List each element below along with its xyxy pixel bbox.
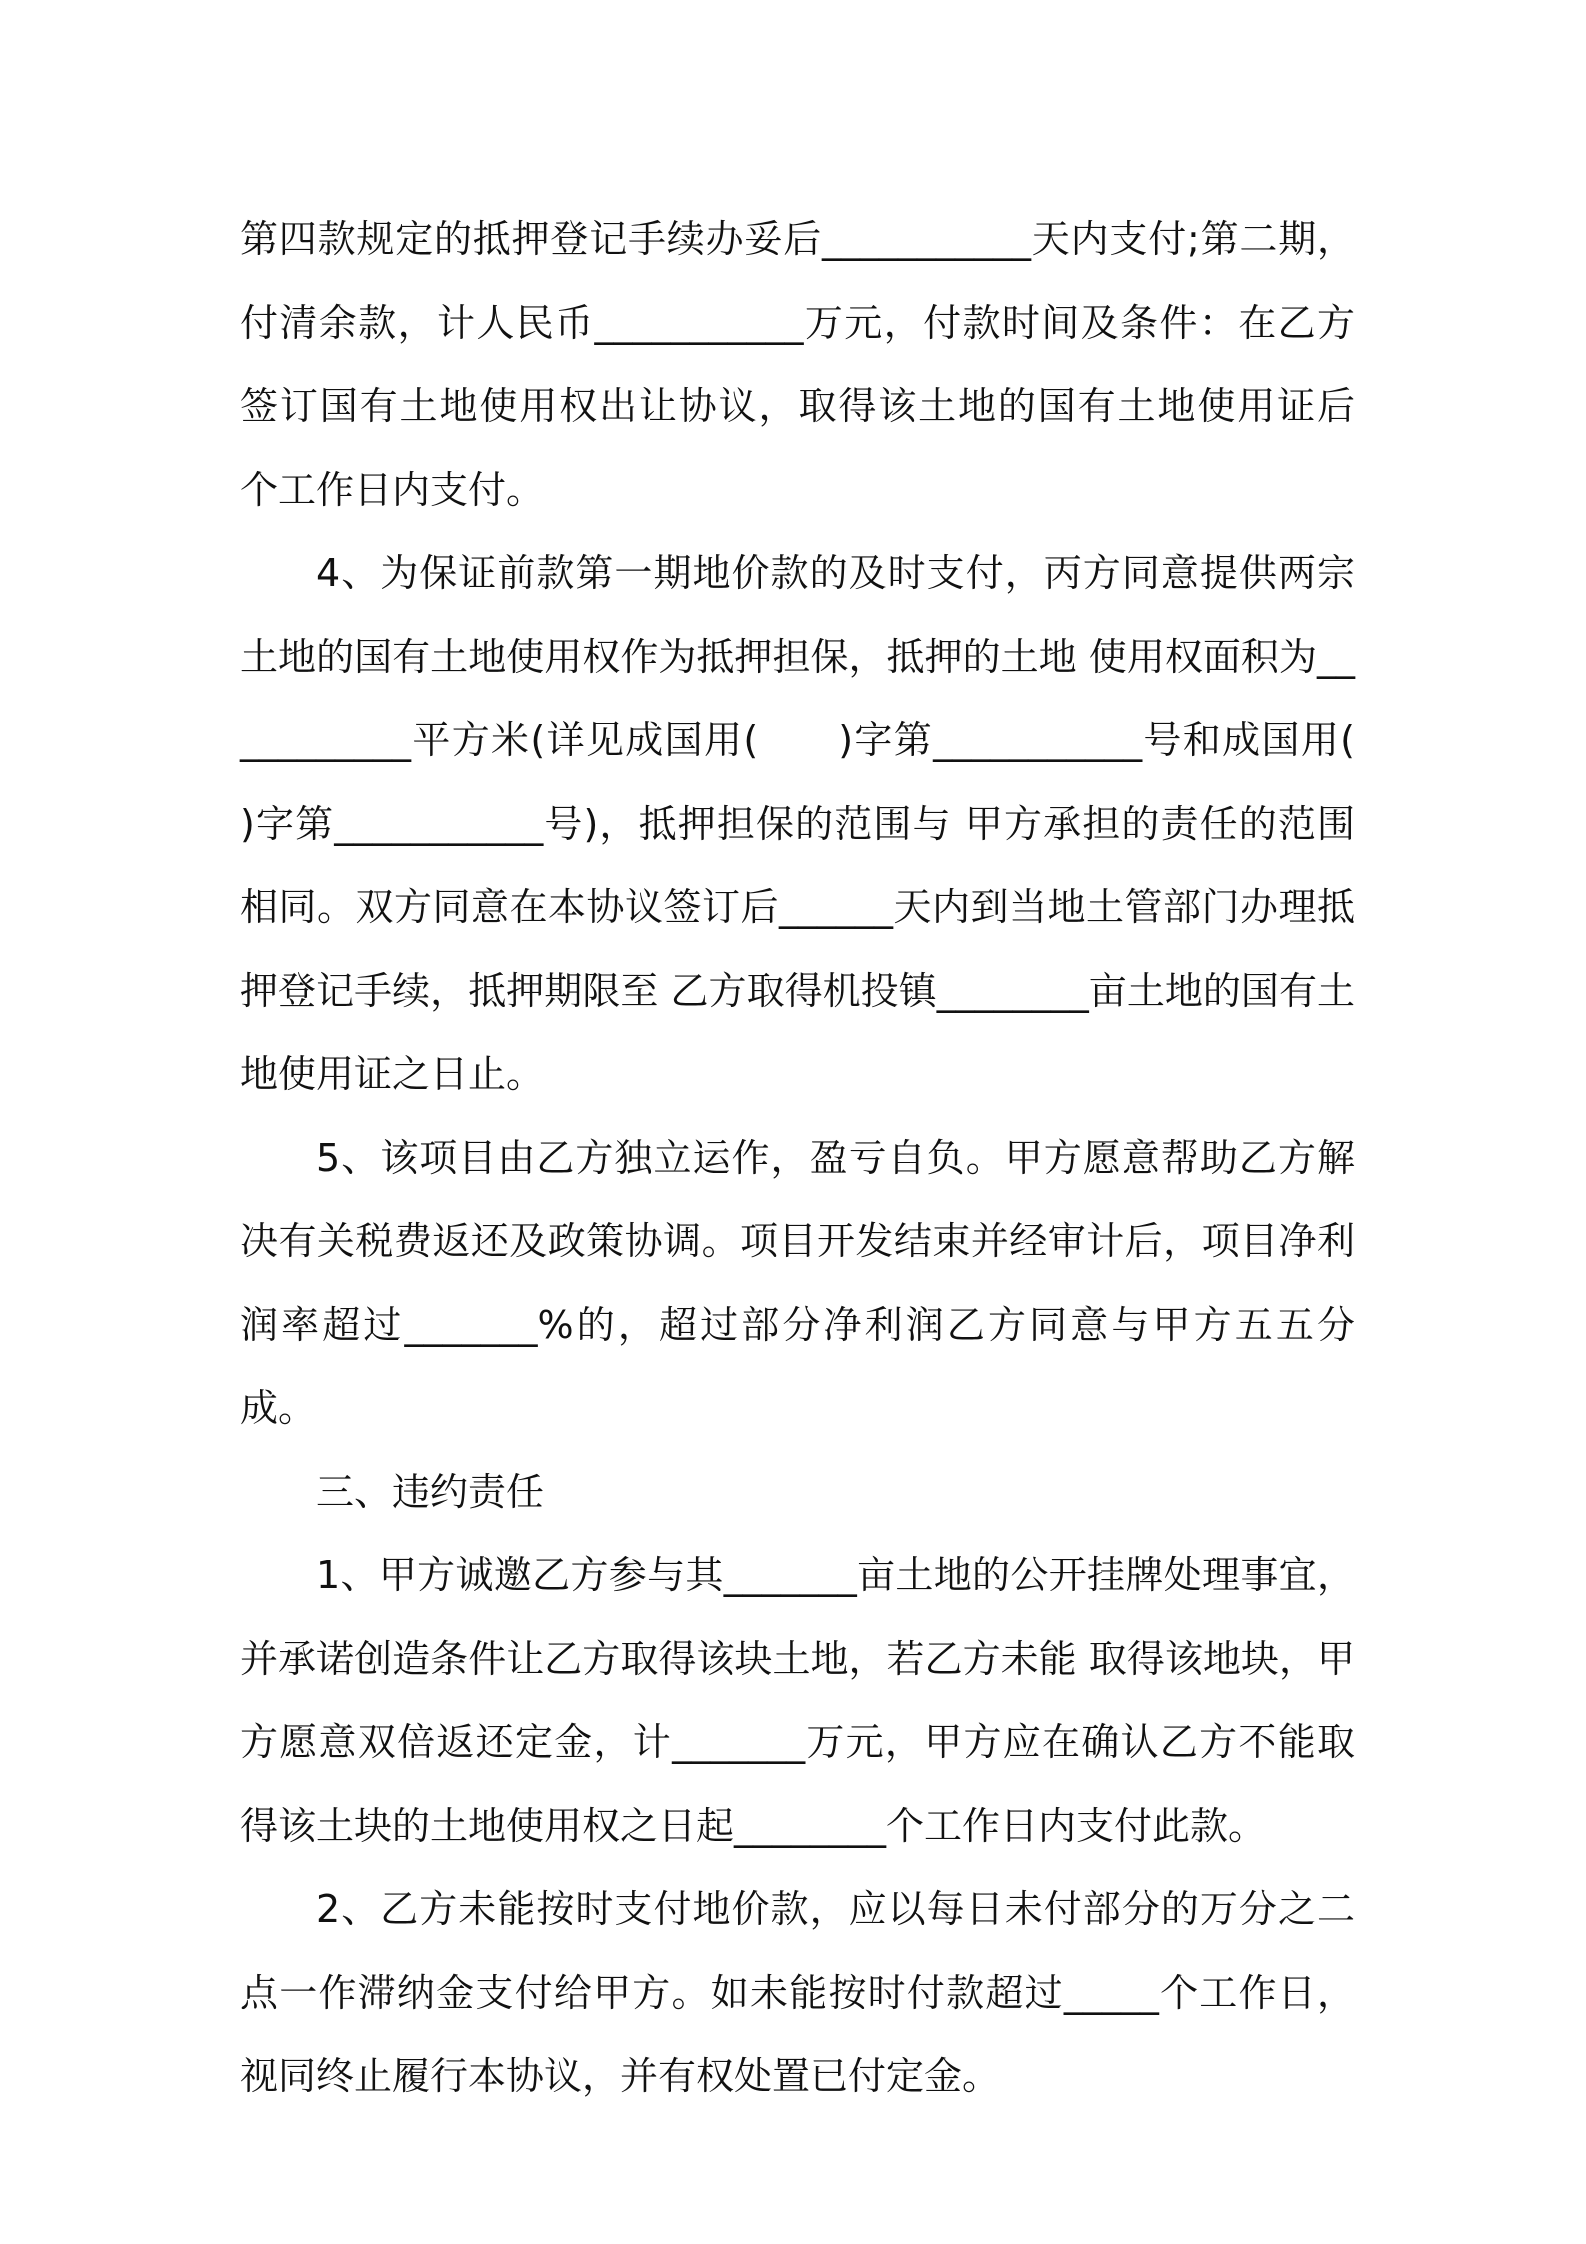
document-body	[240, 198, 1432, 2119]
paragraph-breach-clause-1: 1、甲方诚邀乙方参与其_______亩土地的公开挂牌处理事宜，并承诺创造条件让乙方取得该块土地，若乙方未能 取得该地块，甲方愿意双倍返还定金，计_______万元，甲方应在确认乙方不能取得该土块的土地使用权之日起________个工作日内支付此款。	[240, 1553, 1355, 1848]
paragraph-payment-terms: 第四款规定的抵押登记手续办妥后___________天内支付;第二期，付清余款，计人民币___________万元，付款时间及条件：在乙方签订国有土地使用权出让协议，取得该土地的国有土地使用证后 个工作日内支付。	[240, 217, 1432, 512]
paragraph-clause-4-mortgage: 4、为保证前款第一期地价款的及时支付，丙方同意提供两宗土地的国有土地使用权作为抵押担保，抵押的土地 使用权面积为___________平方米(详见成国用( )字第___________号和成国用( )字第___________号)，抵押担保的范围与 甲方承担的责任的范围相同。双方同意在本协议签订后______天内到当地土管部门办理抵押登记手续，抵押期限至 乙方取得机投镇________亩土地的国有土地使用证之日止。	[240, 551, 1432, 1096]
paragraph-breach-clause-2: 2、乙方未能按时支付地价款，应以每日未付部分的万分之二点一作滞纳金支付给甲方。如未能按时付款超过_____个工作日，视同终止履行本协议，并有权处置已付定金。	[240, 1887, 1355, 2098]
section-heading-breach-liability: 三、违约责任	[316, 1469, 545, 1514]
paragraph-clause-5-profit: 5、该项目由乙方独立运作，盈亏自负。甲方愿意帮助乙方解决有关税费返还及政策协调。项目开发结束并经审计后，项目净利润率超过_______%的，超过部分净利润乙方同意与甲方五五分成。	[240, 1135, 1355, 1430]
